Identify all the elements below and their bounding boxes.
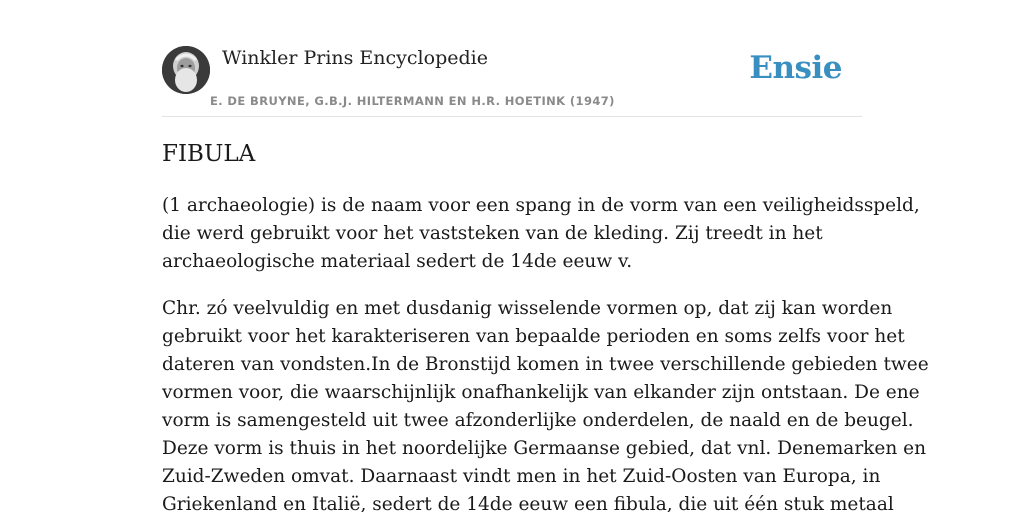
paragraph-2 bbox=[162, 295, 929, 512]
text-line: vorm is samengesteld uit twee afzonderlijke onderdelen, de naald en de beugel. bbox=[162, 410, 914, 431]
paragraph-1 bbox=[162, 192, 920, 276]
portrait-image bbox=[162, 46, 210, 94]
text-line: (1 archaeologie) is de naam voor een spang in de vorm van een veiligheidsspeld, bbox=[162, 195, 920, 216]
text-line: Chr. zó veelvuldig en met dusdanig wisselende vormen op, dat zij kan worden bbox=[162, 298, 893, 319]
text-line: Deze vorm is thuis in het noordelijke Germaanse gebied, dat vnl. Denemarken en bbox=[162, 438, 927, 459]
text-line: gebruikt voor het karakteriseren van bepaalde perioden en soms zelfs voor het bbox=[162, 326, 905, 347]
author-avatar[interactable] bbox=[162, 46, 210, 94]
text-line: dateren van vondsten.In de Bronstijd komen in twee verschillende gebieden twee bbox=[162, 354, 929, 375]
header bbox=[162, 46, 862, 117]
text-line: die werd gebruikt voor het vaststeken van de kleding. Zij treedt in het bbox=[162, 223, 823, 244]
site-title[interactable]: Winkler Prins Encyclopedie bbox=[222, 47, 488, 69]
authors-credit: E. DE BRUYNE, G.B.J. HILTERMANN EN H.R. HOETINK (1947) bbox=[210, 94, 615, 108]
brand-logo[interactable]: Ensie bbox=[749, 50, 842, 86]
entry-title: FIBULA bbox=[162, 141, 256, 167]
text-line: vormen voor, die waarschijnlijk onafhankelijk van elkander zijn ontstaan. De ene bbox=[162, 382, 920, 403]
text-line: Griekenland en Italië, sedert de 14de eeuw een fibula, die uit één stuk metaal bbox=[162, 494, 894, 512]
text-line: Zuid-Zweden omvat. Daarnaast vindt men in het Zuid-Oosten van Europa, in bbox=[162, 466, 881, 487]
entry-body bbox=[162, 192, 929, 512]
text-line: archaeologische materiaal sedert de 14de eeuw v. bbox=[162, 251, 633, 272]
